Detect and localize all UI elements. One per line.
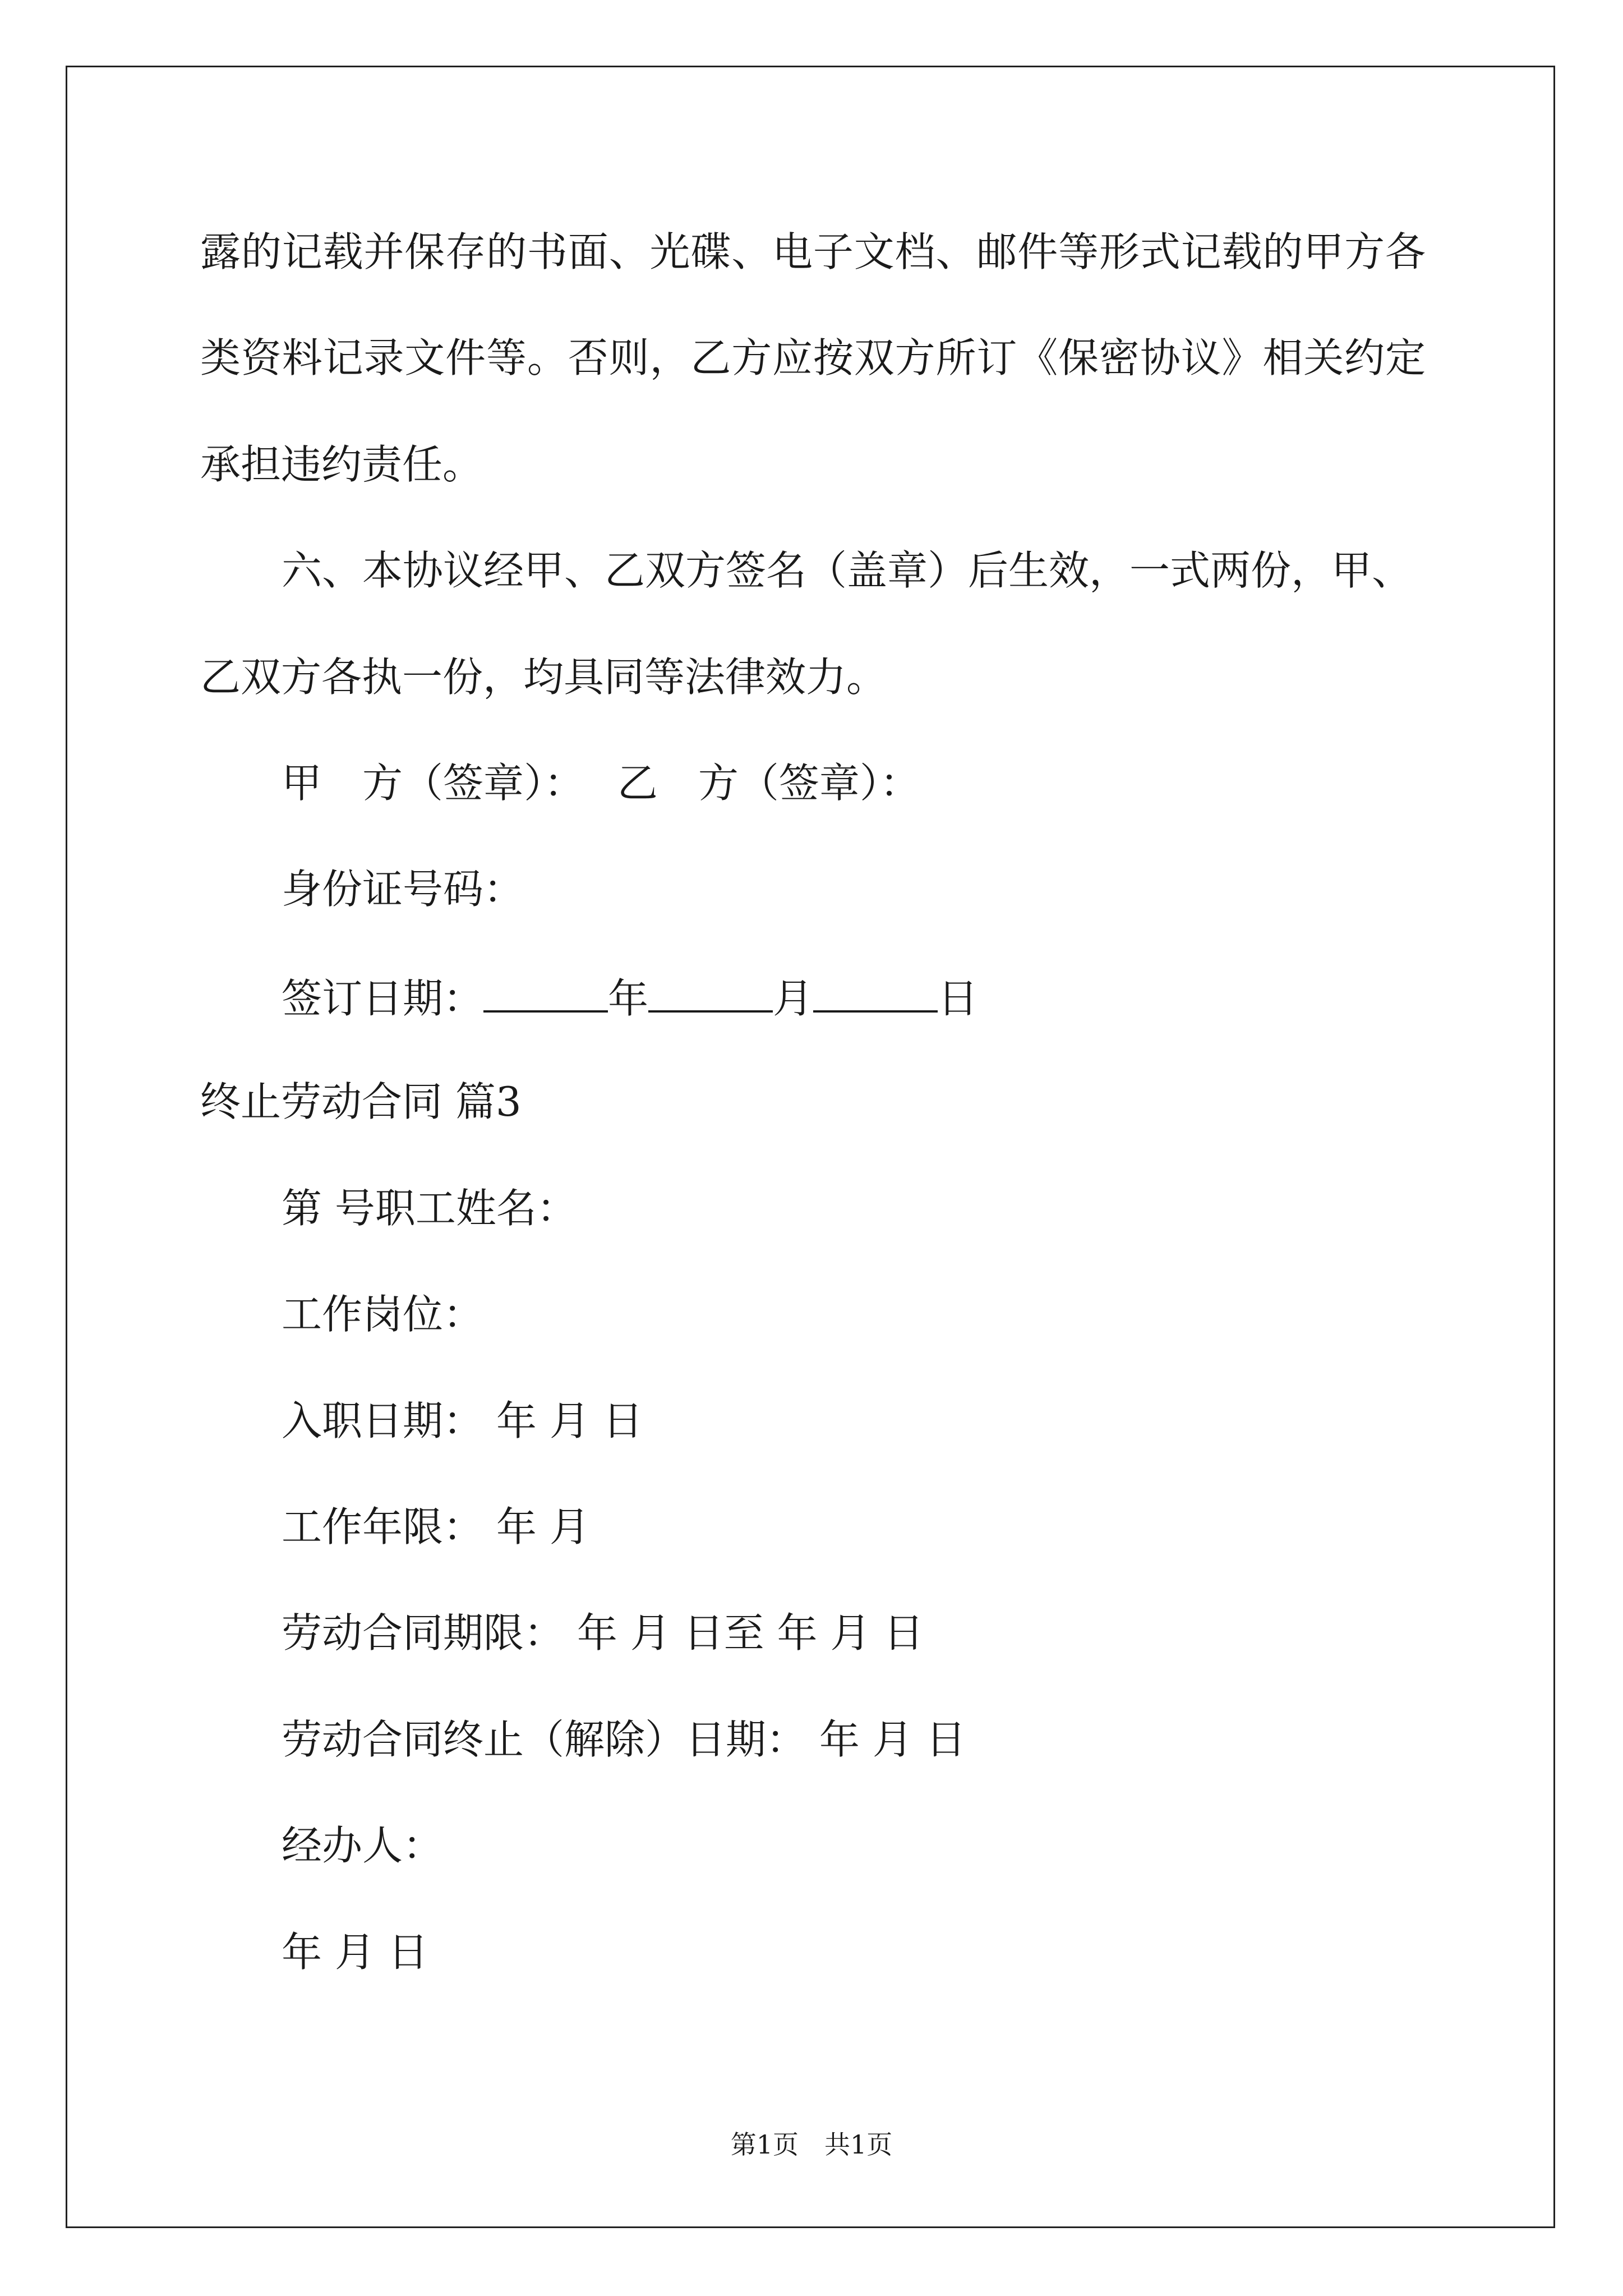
signing-date-label: 签订日期： (282, 975, 484, 1022)
id-number-label: 身份证号码： (282, 866, 524, 913)
paragraph-6-line-1: 六、本协议经甲、乙双方签名（盖章）后生效，一式两份，甲、 (282, 547, 1413, 594)
termination-date-field: 劳动合同终止（解除）日期： 年 月 日 (282, 1716, 966, 1763)
work-years-field: 工作年限： 年 月 (282, 1503, 590, 1550)
year-blank (483, 976, 608, 1013)
handler-date-field: 年 月 日 (282, 1929, 428, 1976)
signing-date-line (282, 975, 979, 1022)
hire-date-field: 入职日期： 年 月 日 (282, 1397, 643, 1444)
job-position-field: 工作岗位： (282, 1291, 484, 1338)
signature-line (282, 760, 920, 807)
month-blank (648, 976, 773, 1013)
paragraph-5-line-1: 露的记载并保存的书面、光碟、电子文档、邮件等形式记载的甲方各 (200, 228, 1426, 275)
handler-field: 经办人： (282, 1822, 444, 1869)
day-blank (813, 976, 938, 1013)
party-b-signature-label: 乙 方（签章）： (617, 760, 920, 807)
section-title: 终止劳动合同 篇3 (200, 1078, 522, 1125)
paragraph-5-line-2: 类资料记录文件等。否则，乙方应按双方所订《保密协议》相关约定 (200, 334, 1426, 381)
paragraph-6-line-2: 乙双方各执一份，均具同等法律效力。 (200, 654, 887, 701)
page-border (66, 66, 1555, 2228)
employee-name-field: 第 号职工姓名： (282, 1185, 577, 1232)
year-label: 年 (608, 975, 649, 1022)
day-label: 日 (938, 975, 979, 1022)
contract-term-field: 劳动合同期限： 年 月 日至 年 月 日 (282, 1609, 924, 1657)
page-number-footer: 第1页 共1页 (730, 2129, 893, 2160)
paragraph-5-line-3: 承担违约责任。 (200, 441, 483, 488)
party-a-signature-label: 甲 方（签章）： (282, 760, 585, 807)
month-label: 月 (773, 975, 814, 1022)
